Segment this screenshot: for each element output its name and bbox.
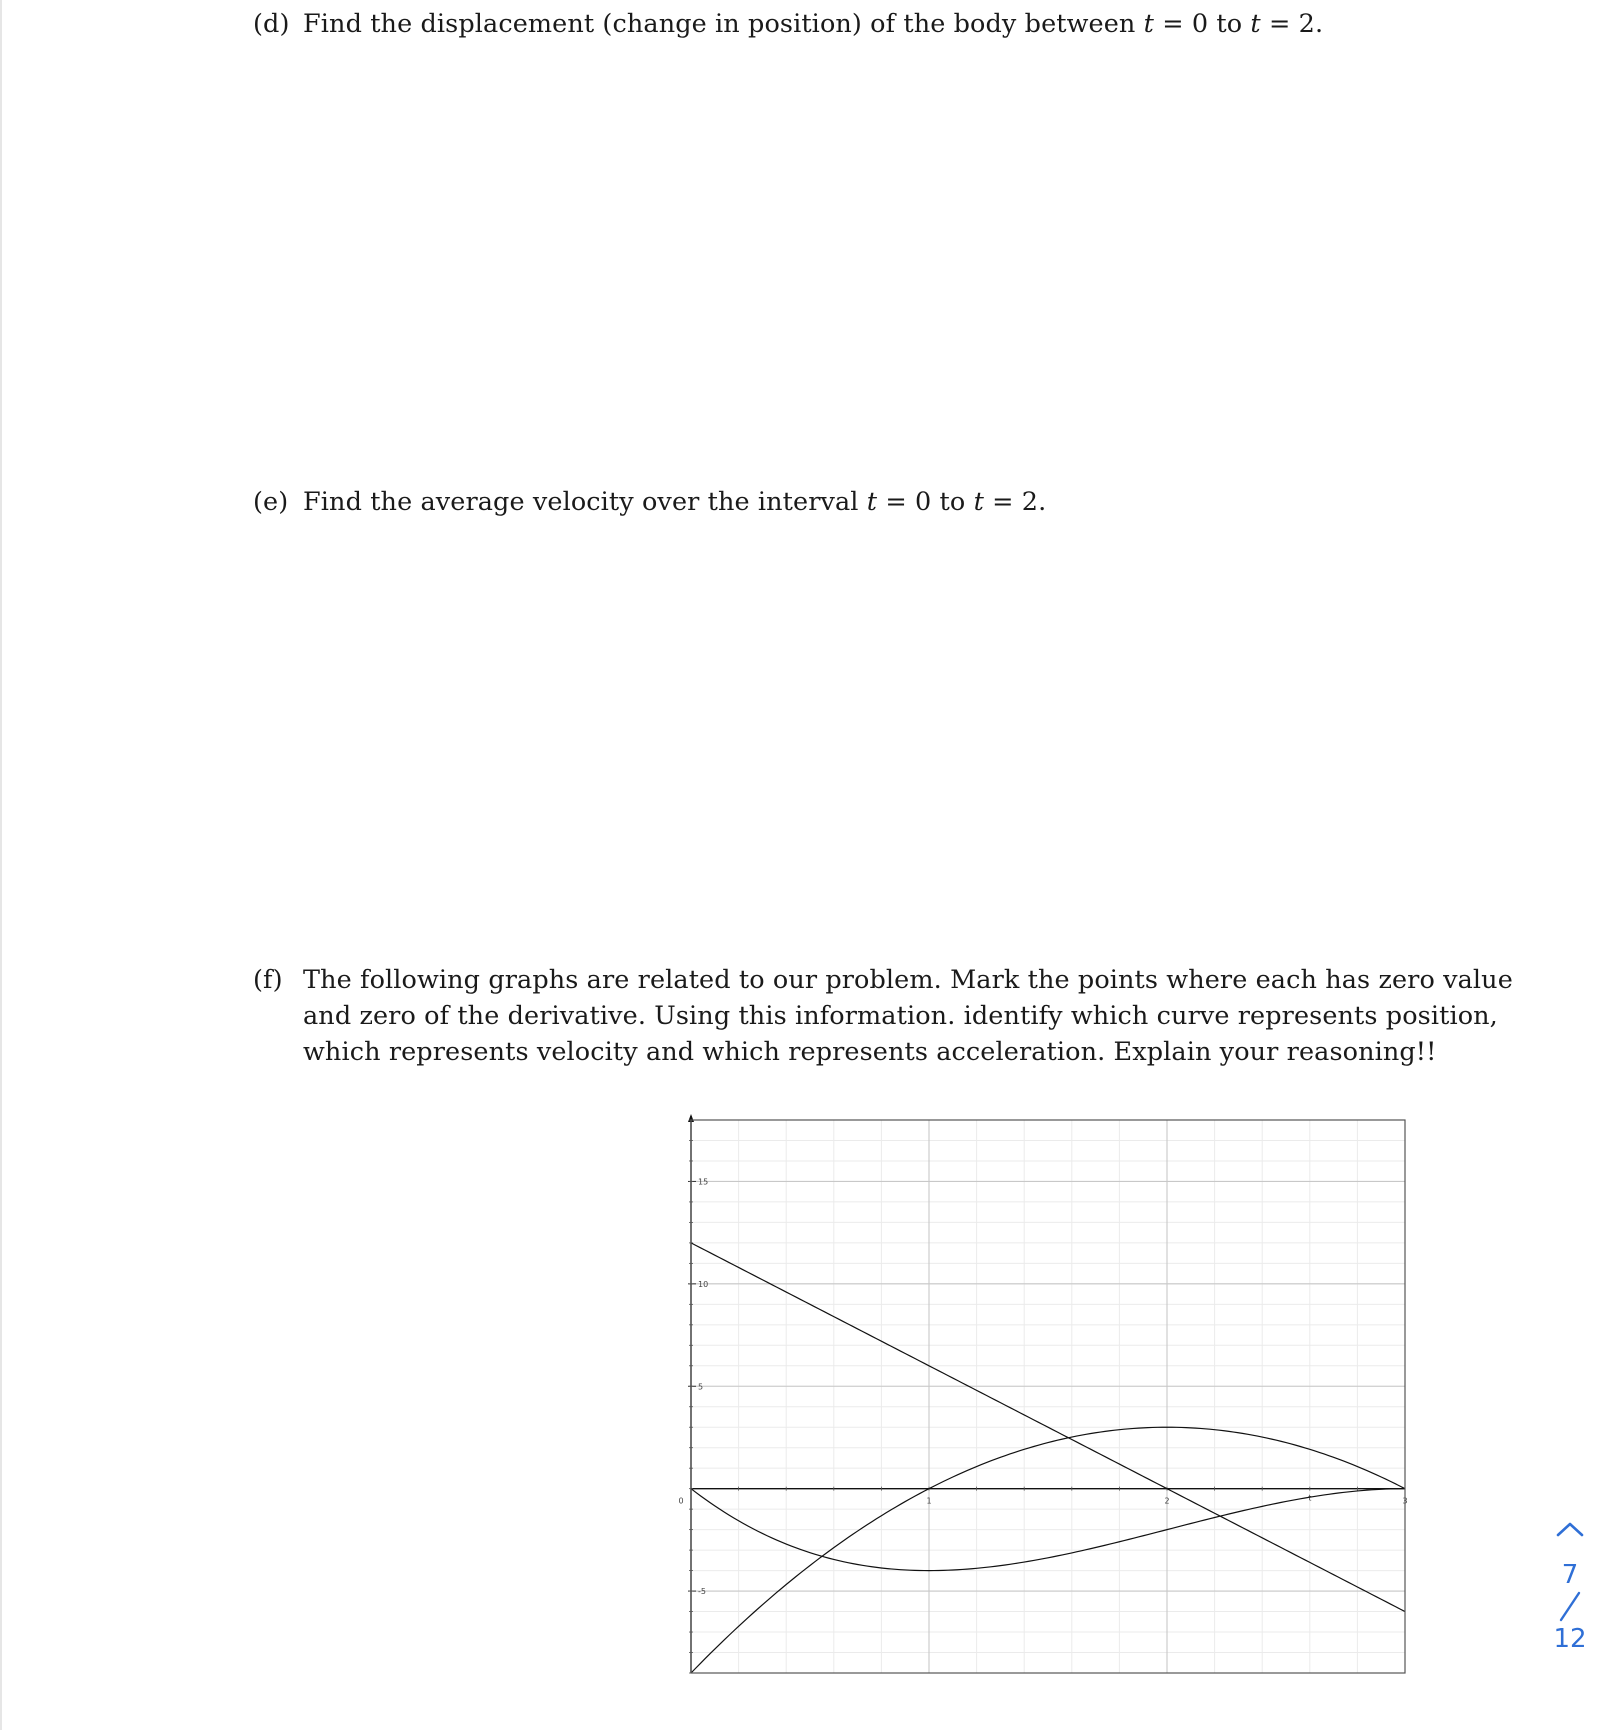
grid-minor: [691, 1120, 1408, 1673]
page-separator-slash: [1555, 1590, 1585, 1624]
question-f-line: The following graphs are related to our problem. Mark the points where each has zero value: [303, 965, 1513, 995]
question-d-prefix: Find the displacement (change in position) of the body between: [303, 9, 1144, 39]
chart-curves: [691, 1243, 1408, 1673]
question-f-line: which represents velocity and which represents acceleration. Explain your reasoning!!: [303, 1037, 1437, 1067]
x-tick-label: 2: [1164, 1496, 1170, 1506]
question-d-label: (d): [253, 9, 290, 39]
question-f-line: and zero of the derivative. Using this information. identify which curve represents position,: [303, 1001, 1498, 1031]
page-current: 7: [1561, 1560, 1579, 1590]
y-tick-label: -5: [698, 1587, 706, 1597]
question-d-eq1: = 0 to: [1154, 9, 1251, 39]
x-tick-label: 1: [926, 1496, 932, 1506]
x-minor-tick-label: t: [1308, 1493, 1312, 1503]
page-total: 12: [1553, 1624, 1587, 1654]
math-var-t: t: [1250, 9, 1261, 39]
grid-major: [691, 1120, 1408, 1673]
chart-axes: [688, 1114, 1408, 1673]
question-e-prefix: Find the average velocity over the interval: [303, 487, 867, 517]
y-tick-label: 5: [698, 1382, 704, 1392]
y-tick-label: 10: [698, 1279, 709, 1289]
question-e-eq2: = 2.: [983, 487, 1047, 517]
math-var-t: t: [1143, 9, 1154, 39]
question-d-eq2: = 2.: [1260, 9, 1324, 39]
chart-frame: [691, 1120, 1408, 1673]
math-var-t: t: [866, 487, 878, 517]
question-e-label: (e): [253, 487, 289, 517]
question-e-eq1: = 0 to: [877, 487, 974, 517]
x-tick-label: 0: [678, 1496, 684, 1506]
question-f-label: (f): [253, 965, 283, 995]
chevron-up-icon[interactable]: [1555, 1520, 1585, 1538]
chart-ticks: [678, 1120, 1407, 1673]
y-tick-label: 15: [698, 1177, 709, 1187]
page-navigator: [1545, 1520, 1595, 1654]
math-var-t: t: [973, 487, 984, 517]
x-tick-label: 3: [1402, 1496, 1408, 1506]
